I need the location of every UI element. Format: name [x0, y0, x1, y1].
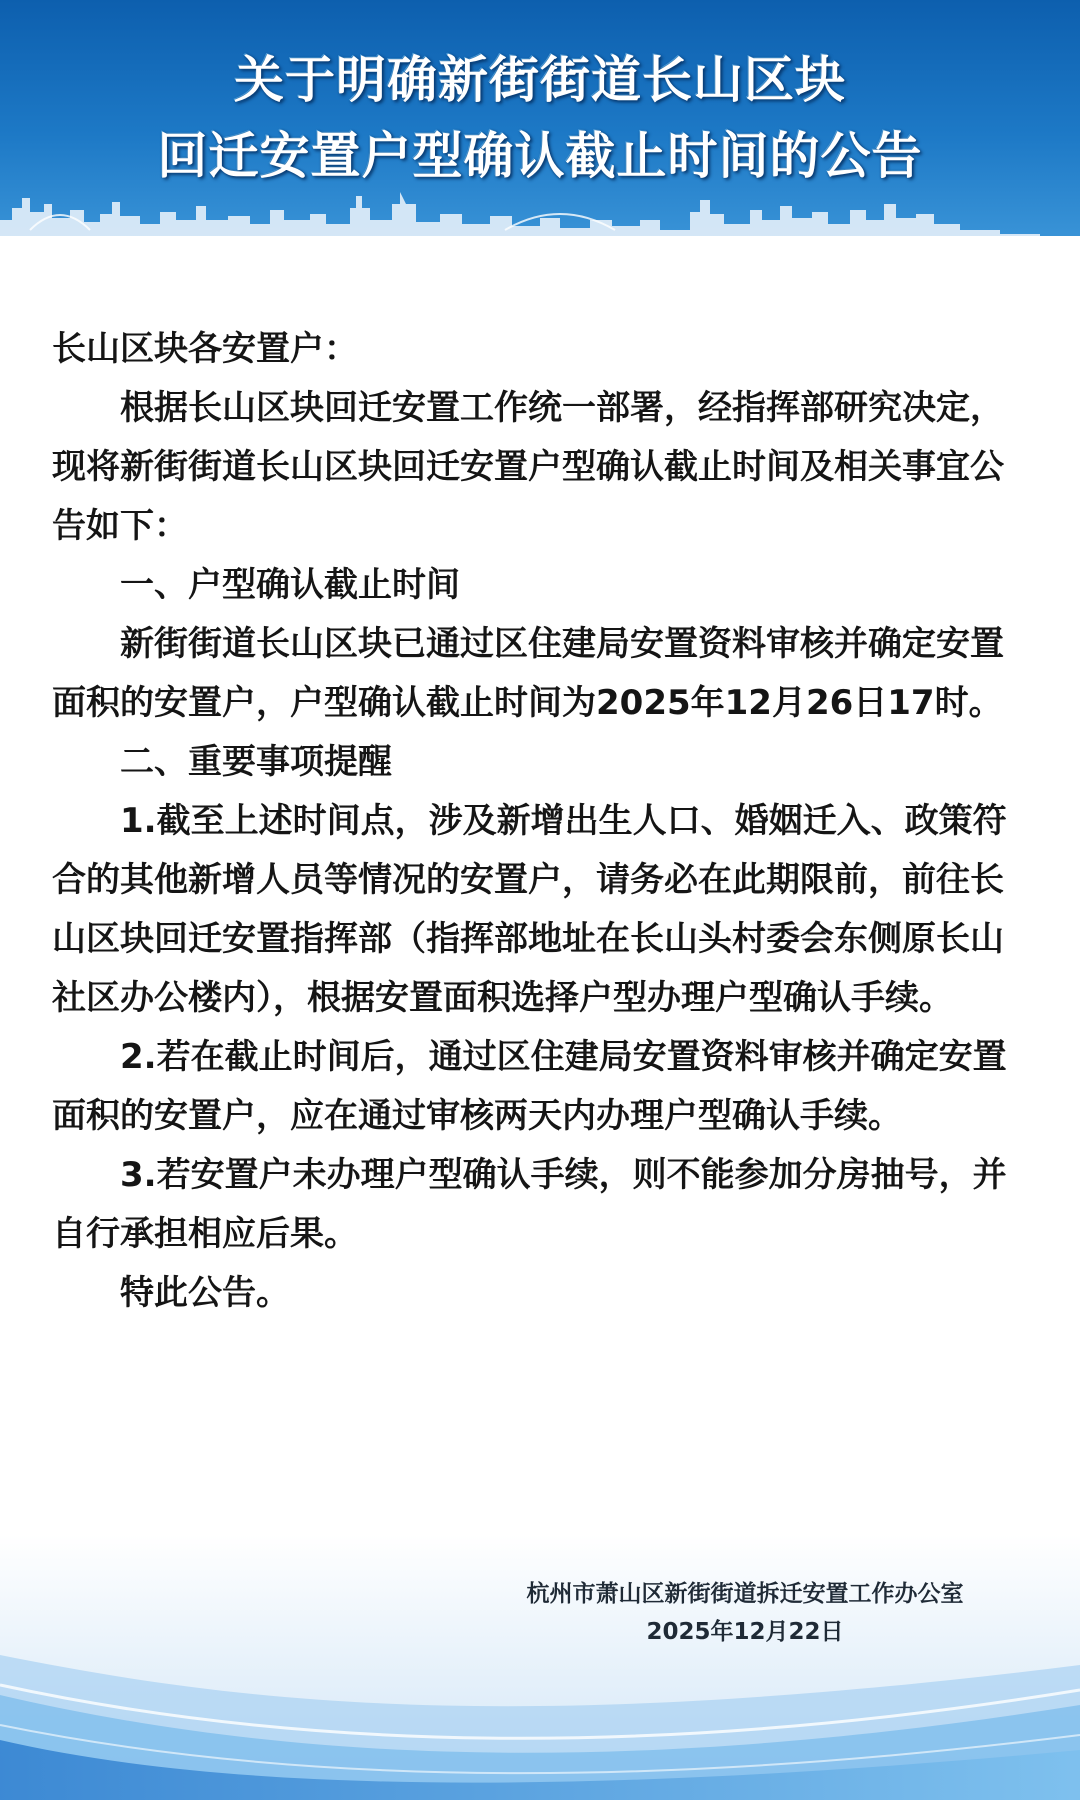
issuing-organization: 杭州市萧山区新街街道拆迁安置工作办公室 [526, 1581, 964, 1607]
city-skyline-graphic [0, 190, 1080, 245]
notice-body [52, 320, 1032, 1323]
salutation: 长山区块各安置户： [52, 329, 358, 369]
reminder-item-3: 3.若安置户未办理户型确认手续，则不能参加分房抽号，并自行承担相应后果。 [52, 1155, 1007, 1254]
title-line-1: 关于明确新街街道长山区块 [234, 51, 846, 109]
closing-line: 特此公告。 [120, 1273, 290, 1313]
title-line-2: 回迁安置户型确认截止时间的公告 [157, 127, 923, 185]
section-1-heading: 一、户型确认截止时间 [120, 565, 460, 605]
issue-date: 2025年12月22日 [646, 1619, 844, 1645]
reminder-item-1: 1.截至上述时间点，涉及新增出生人口、婚姻迁入、政策符合的其他新增人员等情况的安置户，请务必在此期限前，前往长山区块回迁安置指挥部（指挥部地址在长山头村委会东侧原长山社区办公楼内），根据安置面积选择户型办理户型确认手续。 [52, 801, 1007, 1018]
signature-block [460, 1575, 1030, 1651]
reminder-item-2: 2.若在截止时间后，通过区住建局安置资料审核并确定安置面积的安置户，应在通过审核两天内办理户型确认手续。 [52, 1037, 1007, 1136]
section-1-paragraph: 新街街道长山区块已通过区住建局安置资料审核并确定安置面积的安置户，户型确认截止时间为2025年12月26日17时。 [52, 624, 1004, 723]
header-banner [0, 0, 1080, 245]
section-2-heading: 二、重要事项提醒 [120, 742, 392, 782]
notice-title [0, 42, 1080, 194]
intro-paragraph: 根据长山区块回迁安置工作统一部署，经指挥部研究决定，现将新街街道长山区块回迁安置户型确认截止时间及相关事宜公告如下： [52, 388, 1004, 546]
